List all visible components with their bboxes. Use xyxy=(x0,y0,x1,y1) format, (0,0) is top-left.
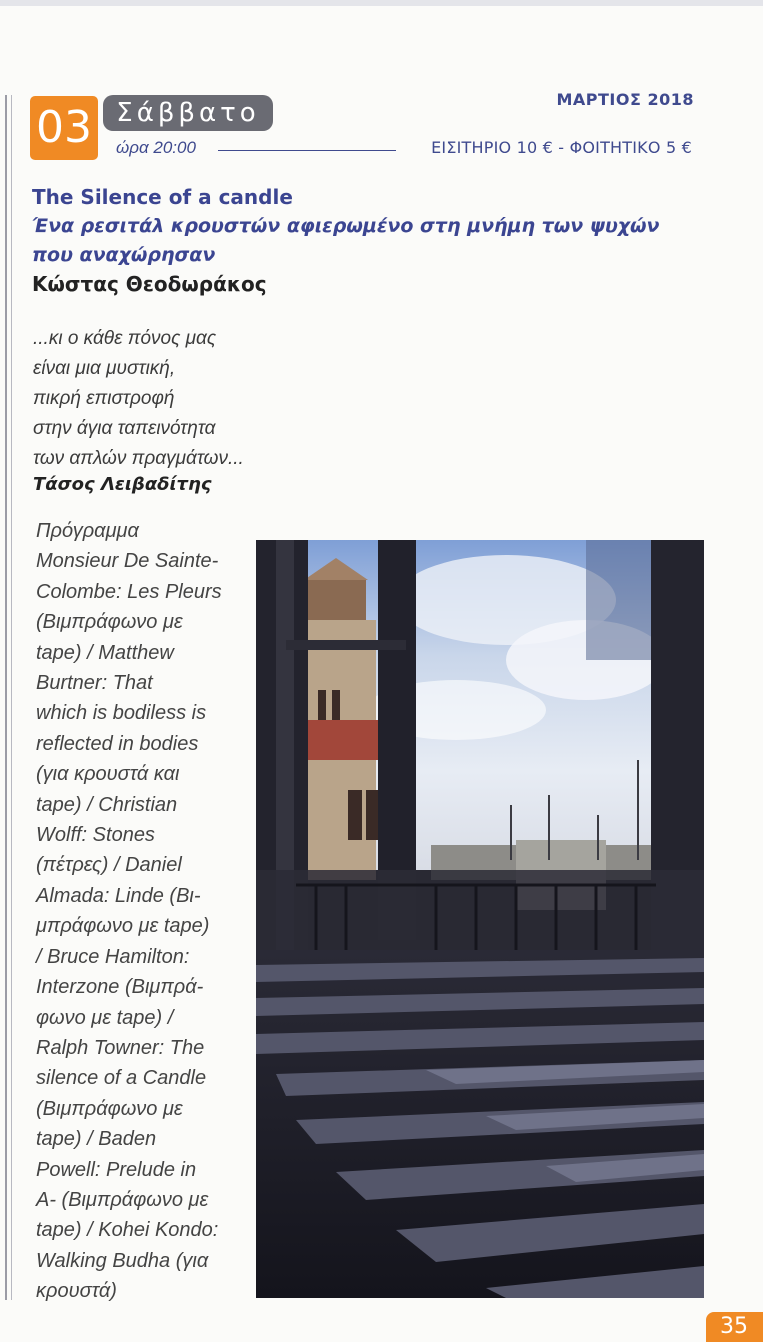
ticket-prices: ΕΙΣΙΤΗΡΙΟ 10 € - ΦΟΙΤΗΤΙΚΟ 5 € xyxy=(431,138,692,157)
event-title: The Silence of a candle xyxy=(32,185,293,209)
program-line: Burtner: That xyxy=(36,672,153,695)
program-line: A- (Βιμπράφωνο με xyxy=(36,1188,209,1211)
program-line: Colombe: Les Pleurs xyxy=(36,580,222,603)
program-line: (Βιμπράφωνο με xyxy=(36,1097,183,1120)
program-line: Almada: Linde (Βι- xyxy=(36,884,201,907)
event-time: ώρα 20:00 xyxy=(116,138,196,157)
program-line: / Bruce Hamilton: xyxy=(36,945,190,968)
poem-line: στην άγια ταπεινότητα xyxy=(33,418,216,439)
program-line: κρουστά) xyxy=(36,1280,117,1303)
month-label: ΜΑΡΤΙΟΣ 2018 xyxy=(556,90,694,109)
program-line: reflected in bodies xyxy=(36,732,199,755)
header-divider-line xyxy=(218,150,396,151)
program-line: μπράφωνο με tape) xyxy=(36,915,210,938)
day-number-badge: 03 xyxy=(30,96,98,160)
program-line: (για κρουστά και xyxy=(36,763,180,786)
program-text xyxy=(36,516,246,1307)
program-line: Ralph Towner: The xyxy=(36,1036,205,1059)
poem-quote xyxy=(33,324,273,474)
page-number-tab: 35 xyxy=(706,1312,763,1342)
day-name-badge: Σάββατο xyxy=(103,95,273,131)
poem-line: ...κι ο κάθε πόνος μας xyxy=(33,328,217,349)
program-line: Monsieur De Sainte- xyxy=(36,550,219,573)
program-line: tape) / Matthew xyxy=(36,641,174,664)
program-line: silence of a Candle xyxy=(36,1067,207,1090)
program-line: Interzone (Βιμπρά- xyxy=(36,976,204,999)
program-line: φωνο με tape) / xyxy=(36,1006,174,1029)
left-border-rule-inner xyxy=(11,95,12,1300)
poem-line: πικρή επιστροφή xyxy=(33,388,175,409)
program-line: (Βιμπράφωνο με xyxy=(36,611,183,634)
performer-name: Κώστας Θεοδωράκος xyxy=(32,272,267,296)
program-line: (πέτρες) / Daniel xyxy=(36,854,182,877)
poem-line: είναι μια μυστική, xyxy=(33,358,176,379)
event-subtitle xyxy=(32,212,712,270)
program-line: tape) / Kohei Kondo: xyxy=(36,1219,219,1242)
program-line: Powell: Prelude in xyxy=(36,1158,197,1181)
photo-balcony-church xyxy=(256,540,704,1298)
program-line: Wolff: Stones xyxy=(36,824,155,847)
program-line: tape) / Baden xyxy=(36,1128,157,1151)
event-photo xyxy=(256,540,704,1298)
program-line: which is bodiless is xyxy=(36,702,207,725)
program-line: tape) / Christian xyxy=(36,793,178,816)
program-line: Walking Budha (για xyxy=(36,1249,209,1272)
left-border-rule xyxy=(5,95,7,1300)
top-strip xyxy=(0,0,763,6)
program-line: Πρόγραμμα xyxy=(36,520,139,542)
poem-line: των απλών πραγμάτων... xyxy=(33,448,244,469)
poem-author: Τάσος Λειβαδίτης xyxy=(33,474,212,495)
event-subtitle-line: Ένα ρεσιτάλ κρουστών αφιερωμένο στη μνήμη των ψυχών xyxy=(32,215,660,237)
event-subtitle-line: που αναχώρησαν xyxy=(32,244,216,266)
